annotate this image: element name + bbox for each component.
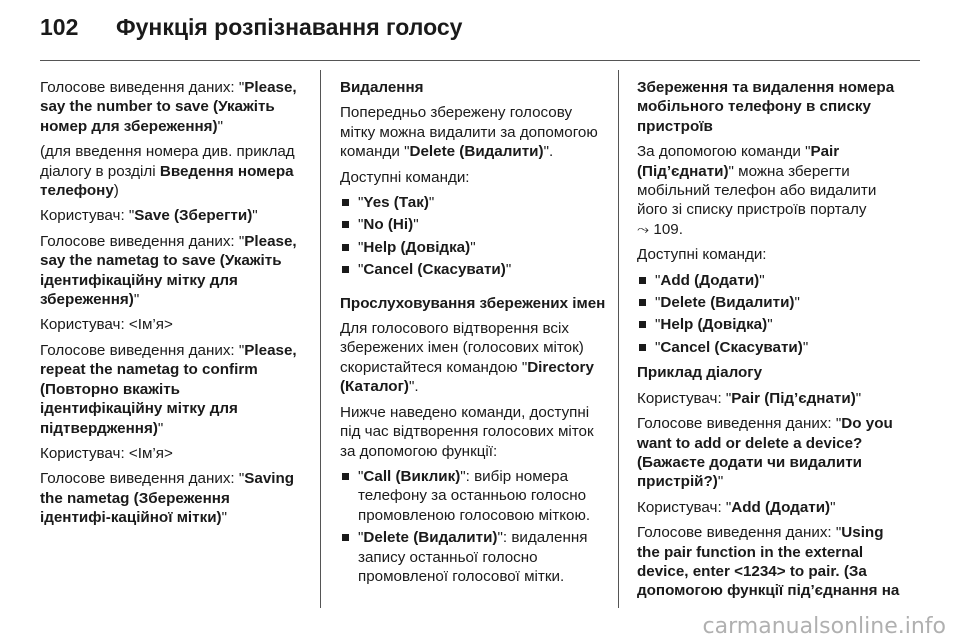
paragraph: Голосове виведення даних: "Please, repeat the nametag to confirm (Повторно вкажіть ідентифікаційну мітку для підтвердження)" [40, 341, 297, 437]
paragraph: Користувач: <Ім’я> [40, 444, 173, 462]
section-heading-directory: Прослуховування збережених імен [340, 294, 606, 312]
bullet-square-icon [639, 344, 646, 351]
paragraph: Попередньо збережену голосову мітку можна видалити за допомогою команди "Delete (Видалити)". [340, 104, 598, 161]
column-1 [40, 78, 302, 534]
bullet-square-icon [639, 321, 646, 328]
paragraph: Голосове виведення даних: "Do you want to add or delete a device? (Бажаєте додати чи видалити пристрій?)" [637, 415, 893, 491]
section-heading-example: Приклад діалогу [637, 364, 763, 382]
page-number: 102 [40, 14, 79, 40]
column-divider-2 [618, 70, 619, 608]
list-item: "Cancel (Скасувати)" [637, 338, 902, 357]
list-item: "Add (Додати)" [637, 271, 902, 290]
available-commands-label: Доступні команди: [340, 168, 470, 186]
header-rule [40, 60, 920, 61]
paragraph: Голосове виведення даних: "Please, say the nametag to save (Укажіть ідентифікаційну мітку для збереження)" [40, 232, 297, 309]
paragraph: Користувач: <Ім’я> [40, 316, 173, 334]
list-item: "Cancel (Скасувати)" [340, 260, 606, 279]
paragraph: Користувач: "Save (Зберегти)" [40, 207, 258, 225]
bullet-square-icon [342, 221, 349, 228]
paragraph: (для введення номера див. приклад діалогу в розділі Введення номера телефону) [40, 143, 295, 200]
directory-command-list [340, 467, 606, 586]
list-item: "Help (Довідка)" [637, 315, 902, 334]
paragraph: Користувач: "Pair (Під’єднати)" [637, 389, 862, 407]
page-reference: 109. [653, 220, 683, 238]
paragraph: Голосове виведення даних: "Saving the nametag (Збереження ідентифі‐каційної мітки)" [40, 470, 295, 527]
bullet-square-icon [342, 534, 349, 541]
column-3 [637, 78, 902, 607]
paragraph: Голосове виведення даних: "Using the pair function in the external device, enter <1234> to pair. (За допомогою функції під’єднання на [637, 524, 900, 600]
bullet-square-icon [639, 277, 646, 284]
command-list [340, 193, 606, 280]
paragraph: За допомогою команди "Pair (Під’єднати)" можна зберегти мобільний телефон або видалити його зі списку пристроїв порталу ⤳ 109. [637, 143, 877, 238]
bullet-square-icon [342, 266, 349, 273]
list-item: "Call (Виклик)": вибір номера телефону за останньою голосно промовленою голосовою міткою. [340, 467, 606, 525]
column-divider-1 [320, 70, 321, 608]
column-2 [340, 78, 606, 592]
list-item: "Help (Довідка)" [340, 238, 606, 257]
bullet-square-icon [342, 473, 349, 480]
page-reference-arrow-icon: ⤳ [637, 220, 650, 238]
command-list [637, 271, 902, 358]
list-item: "Yes (Так)" [340, 193, 606, 212]
list-item: "Delete (Видалити)": видалення запису останньої голосно промовленої голосової мітки. [340, 528, 606, 586]
available-commands-label: Доступні команди: [637, 246, 767, 264]
watermark: carmanualsonline.info [702, 614, 946, 639]
bullet-square-icon [639, 299, 646, 306]
page-header [40, 14, 920, 54]
section-heading-delete: Видалення [340, 79, 424, 96]
bullet-square-icon [342, 199, 349, 206]
page-title: Функція розпізнавання голосу [116, 14, 463, 40]
paragraph: Нижче наведено команди, доступні під час відтворення голосових міток за допомогою функції: [340, 403, 594, 460]
bullet-square-icon [342, 244, 349, 251]
paragraph: Для голосового відтворення всіх збережених імен (голосових міток) скористайтеся командою "Directory (Каталог)". [340, 320, 594, 396]
paragraph: Користувач: "Add (Додати)" [637, 498, 836, 516]
paragraph: Голосове виведення даних: "Please, say the number to save (Укажіть номер для збереження)" [40, 79, 297, 135]
list-item: "Delete (Видалити)" [637, 293, 902, 312]
section-heading-pair: Збереження та видалення номера мобільного телефону в списку пристроїв [637, 79, 895, 135]
list-item: "No (Ні)" [340, 215, 606, 234]
